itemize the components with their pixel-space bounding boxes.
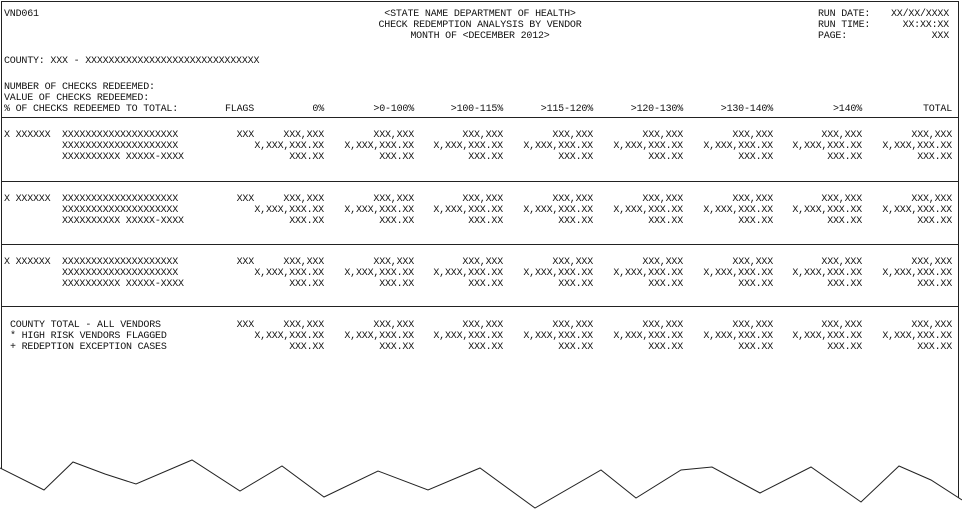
vendor-value-cell: X,XXX,XXX.XX bbox=[254, 268, 324, 279]
county-total-percent-cell: XXX.XX bbox=[917, 342, 952, 353]
county-total-percent-cell: XXX.XX bbox=[468, 342, 503, 353]
report-title-agency: <STATE NAME DEPARTMENT OF HEALTH> bbox=[384, 9, 576, 20]
vendor-percent-cell: XXX.XX bbox=[289, 152, 324, 163]
county-total-count-cell: XXX,XXX bbox=[552, 320, 593, 331]
report-title: CHECK REDEMPTION ANALYSIS BY VENDOR bbox=[378, 20, 582, 31]
vendor-value-cell: X,XXX,XXX.XX bbox=[792, 205, 862, 216]
vendor-value-cell: X,XXX,XXX.XX bbox=[703, 205, 773, 216]
row-label-percent: % OF CHECKS REDEEMED TO TOTAL: bbox=[4, 104, 179, 115]
vendor-count-cell: XXX,XXX bbox=[732, 130, 773, 141]
vendor-city-zip: XXXXXXXXXX XXXXX-XXXX bbox=[62, 152, 184, 163]
vendor-value-cell: X,XXX,XXX.XX bbox=[344, 205, 414, 216]
vendor-count-cell: XXX,XXX bbox=[821, 194, 862, 205]
vendor-value-cell: X,XXX,XXX.XX bbox=[882, 205, 952, 216]
vendor-percent-cell: XXX.XX bbox=[379, 152, 414, 163]
column-header: TOTAL bbox=[922, 104, 952, 115]
vendor-count-cell: XXX,XXX bbox=[732, 194, 773, 205]
county-total-count-cell: XXX,XXX bbox=[373, 320, 414, 331]
vendor-value-cell: X,XXX,XXX.XX bbox=[613, 268, 683, 279]
row-label-number: NUMBER OF CHECKS REDEEMED: bbox=[4, 82, 155, 93]
vendor-percent-cell: XXX.XX bbox=[827, 279, 862, 290]
county-total-count-cell: XXX,XXX bbox=[911, 320, 952, 331]
vendor-count-cell: XXX,XXX bbox=[462, 130, 503, 141]
county-total-percent-cell: XXX.XX bbox=[648, 342, 683, 353]
vendor-value-cell: X,XXX,XXX.XX bbox=[344, 141, 414, 152]
county-total-count-cell: XXX,XXX bbox=[283, 320, 324, 331]
county-total-count-cell: XXX,XXX bbox=[642, 320, 683, 331]
vendor-count-cell: XXX,XXX bbox=[642, 257, 683, 268]
vendor-count-cell: XXX,XXX bbox=[911, 194, 952, 205]
county-total-value-cell: X,XXX,XXX.XX bbox=[613, 331, 683, 342]
vendor-value-cell: X,XXX,XXX.XX bbox=[792, 141, 862, 152]
column-header: 0% bbox=[312, 104, 324, 115]
county-total-value-cell: X,XXX,XXX.XX bbox=[703, 331, 773, 342]
row-label-value: VALUE OF CHECKS REDEEMED: bbox=[4, 93, 150, 104]
vendor-count-cell: XXX,XXX bbox=[552, 194, 593, 205]
column-header: >100-115% bbox=[450, 104, 503, 115]
vendor-id: X XXXXXX bbox=[4, 194, 51, 205]
vendor-value-cell: X,XXX,XXX.XX bbox=[882, 268, 952, 279]
county-total-percent-cell: XXX.XX bbox=[738, 342, 773, 353]
vendor-value-cell: X,XXX,XXX.XX bbox=[254, 141, 324, 152]
page-label: PAGE: bbox=[818, 31, 848, 42]
vendor-count-cell: XXX,XXX bbox=[462, 257, 503, 268]
vendor-value-cell: X,XXX,XXX.XX bbox=[344, 268, 414, 279]
report-id: VND061 bbox=[4, 9, 39, 20]
column-header: >0-100% bbox=[373, 104, 414, 115]
county-total-value-cell: X,XXX,XXX.XX bbox=[523, 331, 593, 342]
vendor-address: XXXXXXXXXXXXXXXXXXXX bbox=[62, 268, 179, 279]
county-total-value-cell: X,XXX,XXX.XX bbox=[254, 331, 324, 342]
vendor-address: XXXXXXXXXXXXXXXXXXXX bbox=[62, 141, 179, 152]
vendor-count-cell: XXX,XXX bbox=[642, 130, 683, 141]
county-total-value-cell: X,XXX,XXX.XX bbox=[344, 331, 414, 342]
vendor-percent-cell: XXX.XX bbox=[289, 216, 324, 227]
vendor-count-cell: XXX,XXX bbox=[373, 257, 414, 268]
vendor-count-cell: XXX,XXX bbox=[552, 257, 593, 268]
vendor-percent-cell: XXX.XX bbox=[738, 216, 773, 227]
page-value: XXX bbox=[931, 31, 949, 42]
exception-cases-label: + REDEPTION EXCEPTION CASES bbox=[10, 342, 167, 353]
vendor-percent-cell: XXX.XX bbox=[379, 216, 414, 227]
vendor-count-cell: XXX,XXX bbox=[821, 130, 862, 141]
vendor-flags: XXX bbox=[236, 130, 254, 141]
vendor-value-cell: X,XXX,XXX.XX bbox=[703, 268, 773, 279]
column-header: >130-140% bbox=[720, 104, 773, 115]
vendor-percent-cell: XXX.XX bbox=[558, 152, 593, 163]
vendor-count-cell: XXX,XXX bbox=[283, 194, 324, 205]
county-total-percent-cell: XXX.XX bbox=[379, 342, 414, 353]
vendor-count-cell: XXX,XXX bbox=[911, 130, 952, 141]
column-header: >120-130% bbox=[630, 104, 683, 115]
vendor-percent-cell: XXX.XX bbox=[468, 152, 503, 163]
vendor-name: XXXXXXXXXXXXXXXXXXXX bbox=[62, 194, 179, 205]
vendor-name: XXXXXXXXXXXXXXXXXXXX bbox=[62, 257, 179, 268]
county-total-count-cell: XXX,XXX bbox=[821, 320, 862, 331]
vendor-value-cell: X,XXX,XXX.XX bbox=[433, 205, 503, 216]
vendor-value-cell: X,XXX,XXX.XX bbox=[882, 141, 952, 152]
county-total-flags: XXX bbox=[236, 320, 254, 331]
run-date-value: XX/XX/XXXX bbox=[890, 9, 949, 20]
run-time-label: RUN TIME: bbox=[818, 20, 871, 31]
vendor-count-cell: XXX,XXX bbox=[732, 257, 773, 268]
vendor-value-cell: X,XXX,XXX.XX bbox=[613, 205, 683, 216]
run-time-value: XX:XX:XX bbox=[902, 20, 949, 31]
vendor-value-cell: X,XXX,XXX.XX bbox=[433, 268, 503, 279]
column-header: >140% bbox=[832, 104, 862, 115]
county-total-percent-cell: XXX.XX bbox=[827, 342, 862, 353]
vendor-percent-cell: XXX.XX bbox=[379, 279, 414, 290]
county-line: COUNTY: XXX - XXXXXXXXXXXXXXXXXXXXXXXXXXXXXX bbox=[4, 56, 260, 67]
column-header: >115-120% bbox=[540, 104, 593, 115]
county-total-count-cell: XXX,XXX bbox=[732, 320, 773, 331]
vendor-address: XXXXXXXXXXXXXXXXXXXX bbox=[62, 205, 179, 216]
vendor-percent-cell: XXX.XX bbox=[648, 216, 683, 227]
vendor-percent-cell: XXX.XX bbox=[827, 152, 862, 163]
vendor-percent-cell: XXX.XX bbox=[468, 279, 503, 290]
vendor-value-cell: X,XXX,XXX.XX bbox=[254, 205, 324, 216]
vendor-count-cell: XXX,XXX bbox=[283, 257, 324, 268]
vendor-percent-cell: XXX.XX bbox=[289, 279, 324, 290]
vendor-value-cell: X,XXX,XXX.XX bbox=[792, 268, 862, 279]
vendor-percent-cell: XXX.XX bbox=[558, 216, 593, 227]
vendor-percent-cell: XXX.XX bbox=[648, 152, 683, 163]
vendor-count-cell: XXX,XXX bbox=[552, 130, 593, 141]
county-total-percent-cell: XXX.XX bbox=[289, 342, 324, 353]
vendor-count-cell: XXX,XXX bbox=[911, 257, 952, 268]
column-header-flags: FLAGS bbox=[224, 104, 254, 115]
run-date-label: RUN DATE: bbox=[818, 9, 871, 20]
vendor-percent-cell: XXX.XX bbox=[917, 216, 952, 227]
report-month: MONTH OF <DECEMBER 2012> bbox=[410, 31, 550, 42]
vendor-percent-cell: XXX.XX bbox=[558, 279, 593, 290]
vendor-value-cell: X,XXX,XXX.XX bbox=[613, 141, 683, 152]
high-risk-label: * HIGH RISK VENDORS FLAGGED bbox=[10, 331, 167, 342]
vendor-flags: XXX bbox=[236, 194, 254, 205]
vendor-name: XXXXXXXXXXXXXXXXXXXX bbox=[62, 130, 179, 141]
vendor-count-cell: XXX,XXX bbox=[373, 194, 414, 205]
county-total-value-cell: X,XXX,XXX.XX bbox=[882, 331, 952, 342]
vendor-value-cell: X,XXX,XXX.XX bbox=[523, 205, 593, 216]
vendor-count-cell: XXX,XXX bbox=[462, 194, 503, 205]
county-total-count-cell: XXX,XXX bbox=[462, 320, 503, 331]
county-total-value-cell: X,XXX,XXX.XX bbox=[433, 331, 503, 342]
vendor-count-cell: XXX,XXX bbox=[373, 130, 414, 141]
vendor-percent-cell: XXX.XX bbox=[468, 216, 503, 227]
vendor-value-cell: X,XXX,XXX.XX bbox=[523, 268, 593, 279]
vendor-percent-cell: XXX.XX bbox=[827, 216, 862, 227]
vendor-percent-cell: XXX.XX bbox=[738, 152, 773, 163]
vendor-percent-cell: XXX.XX bbox=[917, 152, 952, 163]
vendor-count-cell: XXX,XXX bbox=[642, 194, 683, 205]
vendor-city-zip: XXXXXXXXXX XXXXX-XXXX bbox=[62, 216, 184, 227]
vendor-count-cell: XXX,XXX bbox=[283, 130, 324, 141]
vendor-value-cell: X,XXX,XXX.XX bbox=[523, 141, 593, 152]
vendor-value-cell: X,XXX,XXX.XX bbox=[703, 141, 773, 152]
vendor-city-zip: XXXXXXXXXX XXXXX-XXXX bbox=[62, 279, 184, 290]
county-total-percent-cell: XXX.XX bbox=[558, 342, 593, 353]
vendor-id: X XXXXXX bbox=[4, 257, 51, 268]
vendor-percent-cell: XXX.XX bbox=[738, 279, 773, 290]
county-total-value-cell: X,XXX,XXX.XX bbox=[792, 331, 862, 342]
vendor-percent-cell: XXX.XX bbox=[648, 279, 683, 290]
county-total-label: COUNTY TOTAL - ALL VENDORS bbox=[10, 320, 161, 331]
vendor-count-cell: XXX,XXX bbox=[821, 257, 862, 268]
vendor-value-cell: X,XXX,XXX.XX bbox=[433, 141, 503, 152]
vendor-flags: XXX bbox=[236, 257, 254, 268]
vendor-percent-cell: XXX.XX bbox=[917, 279, 952, 290]
vendor-id: X XXXXXX bbox=[4, 130, 51, 141]
